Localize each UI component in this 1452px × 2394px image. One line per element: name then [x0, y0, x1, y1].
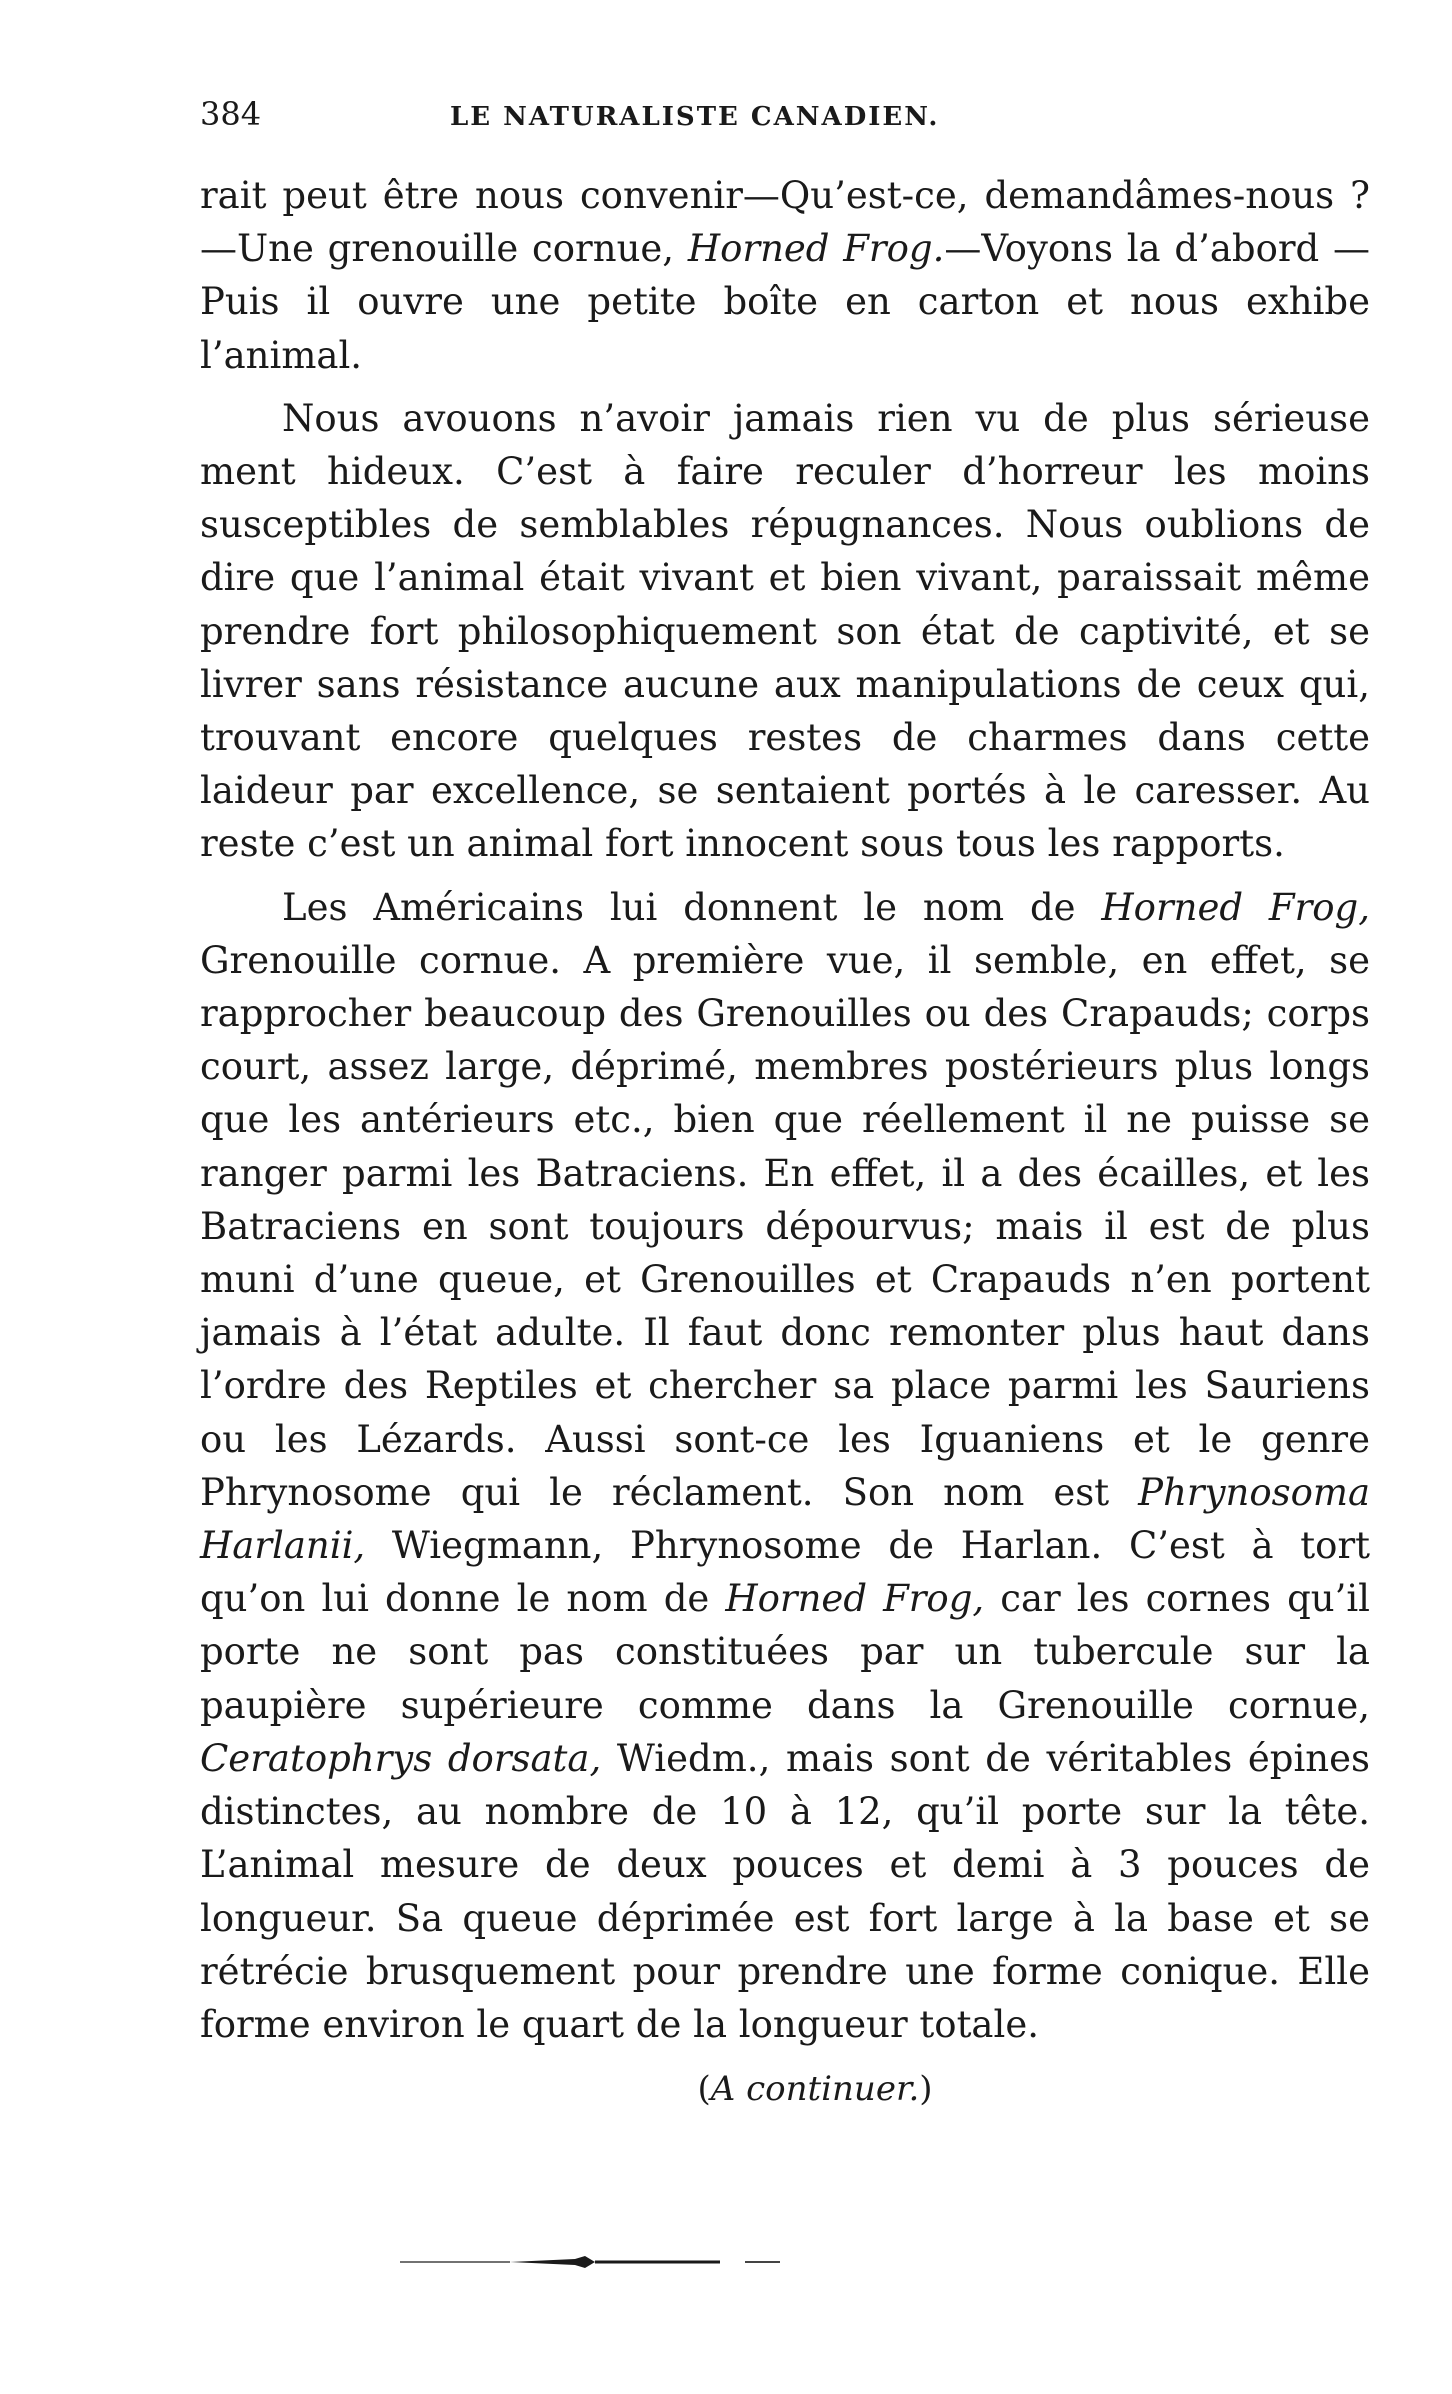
text-run: Les Américains lui donnent le nom de — [282, 885, 1102, 929]
italic-term: Horned Frog. — [687, 227, 945, 271]
italic-term: Ceratophrys dorsata, — [200, 1736, 602, 1780]
text-run: Wiedm., mais sont de véritables épines distinctes, au nombre de 10 à 12, qu’il porte sur la tête. L’animal mesure de deux pouces et demi à 3 pouces de longueur. Sa queue déprimée est fort large à la base et se rétrécie brusquement pour prendre une forme conique. Elle forme environ le quart de la longueur totale. — [200, 1736, 1370, 2046]
running-head: LE NATURALISTE CANADIEN. — [450, 102, 940, 132]
italic-term: Horned Frog, — [1101, 885, 1370, 929]
italic-term: Phrynosoma Harlanii, — [200, 1470, 1370, 1568]
text-run: Grenouille cornue. A première vue, il semble, en effet, se rapprocher beaucoup des Grenouilles ou des Crapauds; corps court, assez large, déprimé, membres postérieurs plus longs que les antérieurs etc., bien que réellement il ne puisse se ranger parmi les Batraciens. En effet, il a des écailles, et les Batraciens en sont toujours dépourvus; mais il est de plus muni d’une queue, et Grenouilles et Crapauds n’en portent jamais à l’état adulte. Il faut donc remonter plus haut dans l’ordre des Reptiles et chercher sa place parmi les Sauriens ou les Lézards. Aussi sont-ce les Iguaniens et le genre Phrynosome qui le réclament. Son nom est — [200, 938, 1370, 1514]
page-number: 384 — [200, 95, 262, 133]
page-header — [200, 95, 1370, 145]
text-run: Wiegmann, Phrynosome de Harlan. C’est à tort qu’on lui donne le nom de — [200, 1524, 1370, 1621]
end-ornament — [400, 2250, 780, 2274]
text-run: car les cornes qu’il porte ne sont pas constituées par un tubercule sur la paupière supérieure comme dans la Grenouille cornue, — [200, 1577, 1371, 1727]
text-run: —Voyons la d’abord —Puis il ouvre une petite boîte en carton et nous exhibe l’animal. — [200, 227, 1370, 377]
text-run: rait peut être nous convenir—Qu’est-ce, demandâmes-nous ? —Une grenouille cornue, — [200, 174, 1370, 271]
continued-close-paren: ) — [919, 2069, 933, 2110]
continued-text: A continuer. — [710, 2069, 920, 2110]
continued-note — [200, 2059, 1370, 2119]
paragraph-p2 — [200, 392, 1370, 871]
page-content — [200, 95, 1370, 2153]
text-run: Nous avouons n’avoir jamais rien vu de plus sérieuse ment hideux. C’est à faire reculer d’horreur les moins susceptibles de semblables répugnances. Nous oublions de dire que l’animal était vivant et bien vivant, paraissait même prendre fort philosophiquement son état de captivité, et se livrer sans résistance aucune aux manipulations de ceux qui, trouvant encore quelques restes de charmes dans cette laideur par excellence, se sentaient portés à le caresser. Au reste c’est un animal fort innocent sous tous les rapports. — [200, 396, 1370, 866]
continued-open-paren: ( — [697, 2069, 711, 2110]
italic-term: Horned Frog, — [725, 1577, 985, 1621]
paragraph-p3 — [200, 881, 1370, 2051]
body-text — [200, 169, 1370, 2051]
paragraph-p1 — [200, 169, 1370, 382]
